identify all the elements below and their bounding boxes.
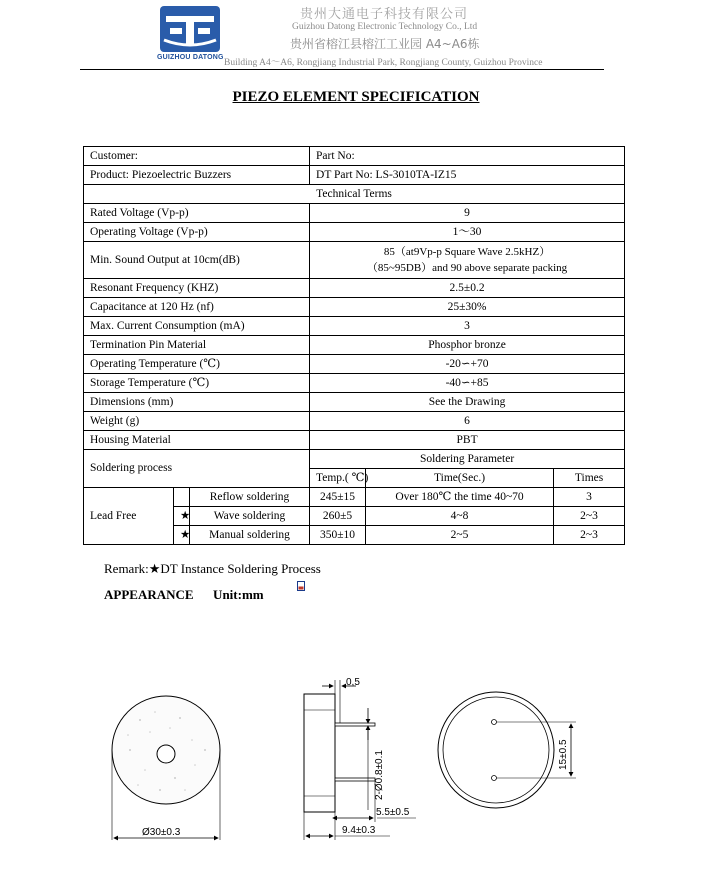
table-row: [84, 204, 625, 223]
row-value: -40∽+85: [310, 374, 625, 393]
table-row: [84, 450, 625, 469]
method-time: 2~5: [366, 526, 554, 545]
pin-length-label: 5.5±0.5: [376, 807, 410, 818]
row-label: Storage Temperature (℃): [84, 374, 310, 393]
soldering-process-label: Soldering process: [84, 450, 310, 488]
customer-label: Customer:: [84, 147, 310, 166]
row-label: Min. Sound Output at 10cm(dB): [84, 242, 310, 279]
method-temp: 260±5: [310, 507, 366, 526]
appearance-drawing: [0, 600, 712, 875]
remark-text: Remark:★DT Instance Soldering Process: [104, 561, 321, 576]
dt-part-no-cell: DT Part No: LS-3010TA-IZ15: [310, 166, 625, 185]
star-icon: ★: [174, 526, 190, 545]
sound-output-line-2: （85~95DB）and 90 above separate packing: [366, 262, 568, 274]
table-row: [84, 393, 625, 412]
method-times: 3: [554, 488, 625, 507]
row-label: Max. Current Consumption (mA): [84, 317, 310, 336]
address-cn: 贵州省榕江县榕江工业园 A4~A6栋: [290, 37, 480, 51]
table-row: [84, 431, 625, 450]
bottom-view: [438, 692, 576, 808]
diameter-label: Ø30±0.3: [142, 827, 181, 838]
method-temp: 245±15: [310, 488, 366, 507]
row-value: -20∽+70: [310, 355, 625, 374]
method-name: Reflow soldering: [190, 488, 310, 507]
method-name: Manual soldering: [190, 526, 310, 545]
table-row: [84, 355, 625, 374]
spec-table: [83, 146, 625, 545]
logo-text: GUIZHOU DATONG: [157, 54, 224, 61]
col-time-header: Time(Sec.): [366, 469, 554, 488]
height-label: 9.4±0.3: [342, 825, 376, 836]
row-value: 3: [310, 317, 625, 336]
row-label: Dimensions (mm): [84, 393, 310, 412]
table-row: [84, 147, 625, 166]
method-temp: 350±10: [310, 526, 366, 545]
pin-spacing-label: 15±0.5: [558, 739, 569, 770]
row-label: Operating Voltage (Vp-p): [84, 223, 310, 242]
technical-terms-header: Technical Terms: [84, 185, 625, 204]
table-row: [84, 166, 625, 185]
star-icon: ★: [174, 507, 190, 526]
part-no-label: Part No:: [310, 147, 625, 166]
method-times: 2~3: [554, 526, 625, 545]
row-label: Operating Temperature (℃): [84, 355, 310, 374]
table-row: [84, 488, 625, 507]
table-row: [84, 279, 625, 298]
row-value: 9: [310, 204, 625, 223]
row-label: Rated Voltage (Vp-p): [84, 204, 310, 223]
star-cell: [174, 488, 190, 507]
method-time: Over 180℃ the time 40~70: [366, 488, 554, 507]
table-row: [84, 223, 625, 242]
soldering-parameter-header: Soldering Parameter: [310, 450, 625, 469]
table-row: [84, 374, 625, 393]
side-view: [304, 677, 416, 840]
table-row: [84, 185, 625, 204]
table-row: [84, 412, 625, 431]
row-value: PBT: [310, 431, 625, 450]
row-value: 2.5±0.2: [310, 279, 625, 298]
row-value: 1～30: [310, 223, 625, 242]
thickness-label: 0,5: [346, 677, 360, 688]
pin-diameter-label: 2-Ø0.8±0.1: [374, 750, 385, 800]
row-label: Capacitance at 120 Hz (nf): [84, 298, 310, 317]
company-name-cn: 贵州大通电子科技有限公司: [300, 7, 469, 22]
product-cell: Product: Piezoelectric Buzzers: [84, 166, 310, 185]
row-label: Weight (g): [84, 412, 310, 431]
appearance-heading: APPEARANCE Unit:mm: [104, 587, 264, 602]
company-name-en: Guizhou Datong Electronic Technology Co., Ltd: [292, 22, 478, 32]
table-row: [84, 336, 625, 355]
table-row: [84, 242, 625, 279]
header-divider: [80, 69, 604, 70]
page-title: PIEZO ELEMENT SPECIFICATION: [232, 89, 480, 105]
table-row: [84, 298, 625, 317]
col-temp-header: Temp.( ℃): [310, 469, 366, 488]
lead-free-label: Lead Free: [84, 488, 174, 545]
col-times-header: Times: [554, 469, 625, 488]
row-value: See the Drawing: [310, 393, 625, 412]
row-label: Termination Pin Material: [84, 336, 310, 355]
address-en: Building A4～A6, Rongjiang Industrial Park, Rongjiang County, Guizhou Province: [224, 58, 543, 68]
row-value: [310, 242, 625, 279]
row-value: Phosphor bronze: [310, 336, 625, 355]
method-name: Wave soldering: [190, 507, 310, 526]
table-row: [84, 317, 625, 336]
row-label: Housing Material: [84, 431, 310, 450]
method-time: 4~8: [366, 507, 554, 526]
row-label: Resonant Frequency (KHZ): [84, 279, 310, 298]
sound-output-line-1: 85（at9Vp-p Square Wave 2.5kHZ）: [383, 246, 551, 258]
company-logo: [160, 6, 220, 52]
document-icon[interactable]: [297, 581, 305, 591]
row-value: 6: [310, 412, 625, 431]
top-view: [112, 696, 220, 840]
method-times: 2~3: [554, 507, 625, 526]
row-value: 25±30%: [310, 298, 625, 317]
